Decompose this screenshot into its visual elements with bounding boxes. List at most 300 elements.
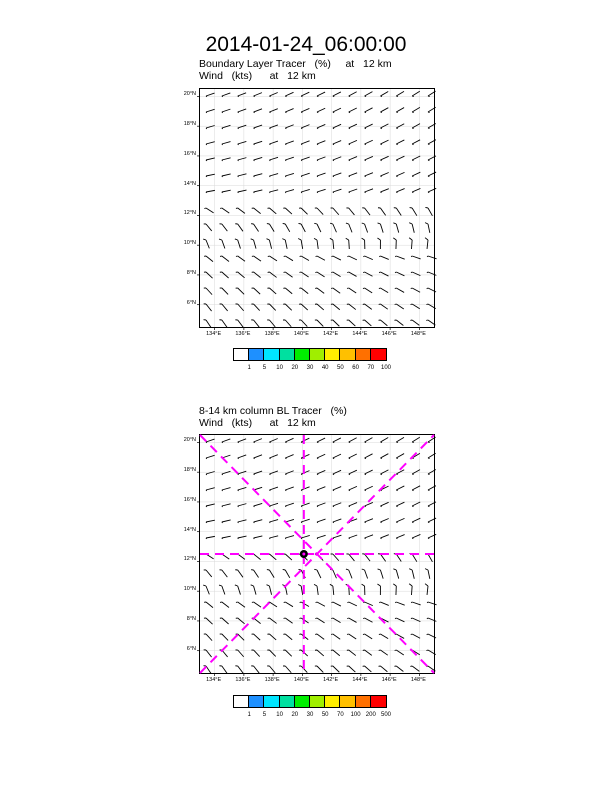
wind-barb-flag [314,223,317,224]
wind-barb-flag [396,144,397,145]
wind-barb-flag [378,223,381,224]
lon-tick-label: 140°E [293,331,309,337]
colorbar-label: 100 [350,712,361,718]
wind-barb [254,471,263,474]
lon-tick-label: 140°E [293,677,309,683]
bottom-subtitle-1: 8-14 km column BL Tracer (%) [199,405,347,417]
wind-barb-flag [269,474,270,475]
wind-barb [333,288,340,293]
wind-barb [412,634,420,638]
colorbar-label: 500 [380,712,391,718]
wind-barb-flag [269,160,270,161]
bottom-subtitle-2: Wind (kts) at 12 km [199,417,316,429]
wind-barb-flag [285,112,286,113]
lon-tick-label: 138°E [264,677,280,683]
wind-barb-flag [204,208,206,209]
wind-barb [380,502,388,506]
wind-barb [269,503,278,506]
wind-barb [412,486,420,490]
wind-barb [396,172,404,176]
wind-barb-flag [333,160,334,161]
wind-barb-flag [362,569,365,570]
wind-barb-flag [333,144,334,145]
colorbar-swatch [325,696,340,707]
colorbar-swatch [325,349,340,360]
wind-barb-flag [267,239,270,240]
wind-barb [349,634,356,639]
wind-barb-flag [206,458,207,459]
wind-barb [317,208,323,215]
wind-barb [238,455,246,458]
wind-barb-flag [206,112,207,113]
wind-barb-flag [222,538,223,539]
wind-barb-flag [346,238,349,240]
wind-barb-flag [393,238,396,240]
wind-barb [269,536,278,538]
wind-barb [254,93,262,96]
wind-barb [254,503,263,506]
wind-barb [254,634,261,640]
wind-barb [317,535,326,538]
wind-barb-flag [219,585,222,586]
wind-barb [254,455,262,458]
wind-barb [412,288,420,292]
wind-barb-flag [238,538,239,539]
wind-barb-flag [409,238,412,240]
wind-barb-flag [254,522,255,523]
wind-barb [428,256,437,259]
colorbar-label: 50 [337,365,344,371]
wind-barb-flag [285,506,286,507]
lat-tick-label: 6°N [186,645,196,652]
colorbar-label: 10 [276,712,283,718]
wind-barb [285,109,293,112]
wind-barb [333,634,340,639]
wind-barb [317,570,321,578]
wind-barb-flag [347,272,348,273]
wind-barb [428,140,436,144]
wind-barb [254,554,261,560]
wind-barb [333,454,341,458]
wind-barb-flag [285,474,286,475]
wind-barb [254,208,261,214]
wind-barb [206,634,212,641]
wind-barb-flag [396,192,397,193]
colorbar-label: 200 [365,712,376,718]
wind-barb-flag [269,144,270,145]
colorbar-swatch [295,696,310,707]
wind-barb [222,488,231,490]
wind-barb-flag [269,490,270,491]
wind-barb [349,256,357,260]
wind-barb-flag [379,256,380,257]
lon-tick-label: 142°E [323,331,339,337]
lon-tick-label: 146°E [381,331,397,337]
colorbar-label: 20 [291,712,299,718]
wind-barb [269,208,276,214]
wind-barb [411,586,412,595]
wind-barb [349,618,357,622]
wind-barb [222,142,231,144]
wind-barb-flag [298,585,301,586]
wind-barb [412,320,419,325]
wind-barb [269,320,275,327]
colorbar-swatch [264,696,279,707]
wind-barb-flag [428,506,429,507]
wind-barb [285,634,292,640]
wind-barb [365,486,373,490]
lon-tick-label: 146°E [381,677,397,683]
colorbar-swatch [340,349,355,360]
wind-barb [333,240,334,249]
wind-barb [269,157,278,160]
wind-barb-flag [251,585,254,586]
wind-barb [317,256,325,260]
wind-barb-flag [301,490,302,491]
wind-barb [317,454,325,458]
wind-barb [206,586,209,594]
wind-barb-flag [411,288,412,289]
wind-barb [222,208,229,213]
wind-barb [428,320,435,325]
wind-barb [380,634,388,639]
wind-barb-flag [301,96,302,97]
wind-barb [365,454,373,458]
wind-barb-flag [269,192,270,193]
wind-barb [349,108,357,112]
wind-barb-flag [396,112,397,113]
wind-barb-flag [298,239,301,240]
wind-barb-flag [349,144,350,145]
wind-barb [428,91,436,96]
wind-barb [396,486,404,490]
wind-barb-flag [254,144,255,145]
wind-barb-flag [283,223,286,224]
wind-barb-flag [427,602,428,603]
wind-barb-flag [365,160,366,161]
wind-barb [238,439,246,442]
wind-barb-flag [317,458,318,459]
wind-barb-flag [393,569,396,570]
lon-tick-label: 136°E [235,331,251,337]
lat-tick-label: 10°N [183,586,196,593]
wind-barb [349,503,357,506]
colorbar-swatch [356,349,371,360]
wind-barb [428,188,436,192]
wind-barb [396,208,401,216]
wind-barb-flag [380,506,381,507]
wind-barb-flag [238,490,239,491]
lat-tick-label: 18°N [183,467,196,474]
wind-barb-flag [363,272,364,273]
lon-tick-label: 148°E [410,677,426,683]
wind-barb-flag [428,160,429,161]
wind-barb-flag [365,522,366,523]
wind-barb [396,437,404,442]
wind-barb [238,504,247,506]
wind-barb [285,455,293,458]
wind-barb-flag [238,506,239,507]
wind-barb-flag [333,112,334,113]
lon-tick-label: 144°E [352,677,368,683]
wind-barb-flag [396,176,397,177]
wind-barb [254,256,261,261]
wind-barb-flag [267,585,270,586]
wind-barb-flag [333,490,334,491]
wind-barb-flag [300,602,301,603]
wind-barb-flag [238,192,239,193]
wind-barb [349,438,357,442]
wind-barb-flag [426,650,428,651]
wind-barb [333,320,339,326]
wind-barb [238,141,247,144]
wind-barb [238,125,247,128]
wind-barb [380,224,383,233]
wind-barb-flag [206,538,207,539]
wind-barb [222,240,225,248]
wind-barb [285,92,293,96]
colorbar-swatch [371,349,386,360]
wind-barb-flag [411,256,412,257]
wind-barb [269,666,275,673]
wind-barb-flag [378,569,381,570]
wind-barb-flag [317,538,318,539]
wind-barb-flag [222,506,223,507]
wind-barb [317,438,325,442]
wind-barb-flag [301,442,302,443]
wind-barb [365,602,373,606]
wind-barb-flag [349,538,350,539]
wind-barb-flag [428,474,430,475]
wind-barb [222,125,231,128]
colorbar-swatch [280,696,295,707]
lon-tick-label: 148°E [410,331,426,337]
wind-barb-flag [412,96,414,97]
wind-barb-flag [333,176,334,177]
wind-barb-flag [317,96,318,97]
wind-barb [206,602,213,608]
wind-barb [396,518,404,522]
colorbar-label: 1 [247,365,251,371]
wind-barb [238,634,244,640]
wind-barb-flag [317,176,318,177]
wind-barb [285,618,292,623]
wind-barb [380,519,388,522]
bottom-map-frame [199,434,435,674]
wind-barb [206,455,215,458]
wind-barb-flag [427,634,428,635]
wind-barb [238,93,246,96]
wind-barb [412,172,420,176]
wind-barb-flag [222,128,223,129]
wind-barb-flag [333,474,334,475]
wind-barb-flag [365,128,366,129]
wind-barb-flag [301,522,302,523]
wind-barb-flag [412,442,414,443]
wind-barb [380,208,385,215]
wind-barb-flag [316,602,317,603]
colorbar-label: 30 [306,365,314,371]
main-title: 2014-01-24_06:00:00 [205,33,407,56]
wind-barb [317,189,326,192]
wind-barb-flag [380,192,381,193]
wind-barb [396,272,404,276]
wind-barb-flag [412,144,413,145]
wind-barb-flag [314,584,317,586]
wind-barb-flag [380,160,381,161]
wind-barb [412,437,420,442]
wind-barb-flag [203,585,206,586]
wind-barb-flag [206,474,207,475]
wind-barb-flag [333,442,334,443]
wind-barb [254,520,263,522]
colorbar-label: 10 [276,365,283,371]
wind-barb [238,536,247,538]
wind-barb-flag [238,522,239,523]
wind-barb-flag [365,96,366,97]
wind-barb [380,570,383,579]
wind-barb-flag [380,96,382,97]
wind-barb [206,536,215,538]
wind-barb-flag [238,474,239,475]
wind-barb [285,503,294,506]
wind-barb [206,190,215,192]
wind-barb [380,554,385,561]
wind-barb [285,320,291,327]
wind-barb-flag [396,160,397,161]
wind-barb [396,554,401,562]
wind-barb-flag [203,239,206,240]
wind-barb [333,487,341,490]
wind-barb-flag [349,442,350,443]
wind-barb-flag [409,584,412,586]
wind-barb-flag [206,490,207,491]
wind-barb [428,486,436,490]
wind-barb [396,666,403,672]
wind-barb-flag [393,223,396,224]
wind-barb [333,586,334,595]
wind-barb [349,288,356,293]
wind-barb [365,535,373,538]
colorbar-swatch [234,696,249,707]
wind-barb [349,157,357,160]
wind-barb-flag [331,272,333,273]
wind-barb-flag [380,144,381,145]
wind-barb [349,240,350,249]
wind-barb [254,586,256,595]
wind-barb-flag [425,223,428,224]
wind-barb [222,520,231,522]
lat-tick-label: 8°N [186,269,196,276]
wind-barb-flag [412,160,413,161]
wind-barb [333,535,342,538]
wind-barb-flag [269,176,270,177]
wind-barb-flag [425,569,428,570]
wind-barb [412,470,420,474]
wind-barb [365,519,373,522]
wind-barb-flag [316,256,317,257]
wind-barb-flag [254,506,255,507]
wind-barb [269,109,277,112]
wind-barb-flag [333,96,334,97]
wind-barb-flag [363,618,364,619]
wind-barb [396,320,403,326]
wind-barb [349,320,356,326]
wind-barb [333,208,339,215]
wind-barb-flag [238,128,239,129]
wind-barb-flag [428,192,429,193]
wind-barb [206,208,214,213]
wind-barb-flag [333,128,334,129]
wind-barb-flag [206,160,207,161]
wind-barb [396,124,404,128]
wind-barb [365,438,373,442]
bottom-wind-field [200,435,434,673]
wind-barb [269,471,277,474]
wind-barb-flag [411,618,412,619]
wind-barb [380,535,388,538]
wind-barb-flag [254,538,255,539]
wind-barb [365,320,372,326]
wind-barb-flag [349,112,350,113]
wind-barb [238,586,241,595]
wind-barb [222,109,231,112]
wind-barb [333,157,341,160]
top-map-panel [183,88,435,337]
wind-barb [365,256,373,260]
wind-barb [206,288,212,295]
wind-barb [206,504,215,506]
wind-barb [238,471,247,474]
wind-barb [333,141,341,144]
wind-barb-flag [377,238,380,240]
wind-barb [285,224,289,232]
wind-barb [428,602,437,605]
colorbar-label: 40 [321,365,329,371]
wind-barb-flag [425,238,428,240]
wind-barb [412,208,417,216]
wind-barb [254,157,263,160]
wind-barb [365,156,373,160]
wind-barb [254,109,262,112]
wind-barb [365,189,373,192]
wind-barb [396,108,404,112]
center-marker-dot [302,553,305,556]
wind-barb [269,224,274,232]
wind-barb [412,156,420,160]
wind-barb-flag [427,618,428,619]
wind-barb [365,554,370,561]
wind-barb-flag [317,490,318,491]
wind-barb [365,272,373,276]
wind-barb-flag [222,96,223,97]
wind-barb-flag [333,506,334,507]
wind-barb [428,453,436,458]
wind-barb [396,189,404,192]
wind-barb [222,536,231,538]
wind-barb [349,602,357,606]
wind-barb-flag [412,506,413,507]
wind-barb [380,272,388,276]
wind-barb [317,173,326,176]
wind-barb [285,256,293,261]
wind-barb-flag [317,522,318,523]
wind-barb-flag [409,223,412,224]
wind-barb [222,190,231,192]
wind-barb [269,487,278,490]
wind-barb-flag [332,602,333,603]
wind-barb [238,650,244,657]
